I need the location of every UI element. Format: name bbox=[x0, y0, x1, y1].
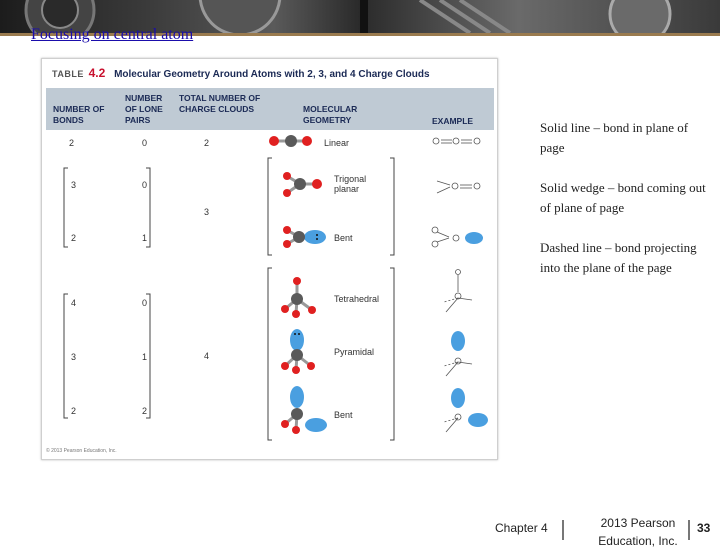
table-number: 4.2 bbox=[88, 66, 106, 80]
geometry-pyramidal: Pyramidal bbox=[334, 347, 375, 357]
row-4-bonds: 4 bbox=[71, 298, 77, 308]
note-solid-line: Solid line – bond in plane of page bbox=[540, 120, 689, 155]
column-header-charge-clouds: TOTAL NUMBER OF CHARGE CLOUDS bbox=[179, 93, 261, 114]
bent-molecule-model-2 bbox=[281, 386, 327, 434]
geometry-tetrahedral: Tetrahedral bbox=[334, 294, 380, 304]
clouds-3: 3 bbox=[204, 207, 210, 217]
example-linear bbox=[433, 138, 480, 144]
pyramidal-molecule-model bbox=[281, 329, 315, 374]
example-formulas bbox=[432, 138, 488, 432]
row-4-lone-pairs: 0 bbox=[142, 298, 148, 308]
footer-copyright: 2013 Pearson Education, Inc. bbox=[598, 516, 678, 548]
linear-molecule-model bbox=[269, 135, 312, 147]
column-header-geometry: MOLECULAR GEOMETRY bbox=[303, 104, 358, 125]
example-bent-3 bbox=[432, 227, 483, 247]
geometry-linear: Linear bbox=[324, 138, 350, 148]
example-bent-4 bbox=[444, 388, 488, 432]
row-3-bonds: 2 bbox=[71, 233, 77, 243]
row-3-lone-pairs: 1 bbox=[142, 233, 148, 243]
note-dashed-line: Dashed line – bond projecting into the plane of the page bbox=[540, 240, 697, 275]
page-number: 33 bbox=[697, 521, 711, 535]
example-trigonal bbox=[437, 181, 480, 193]
example-pyramidal bbox=[444, 331, 472, 376]
footer-chapter: Chapter 4 bbox=[495, 521, 548, 535]
slide-title[interactable]: Focusing on central atom bbox=[31, 26, 194, 43]
bent-molecule-model-1 bbox=[283, 226, 326, 248]
tetrahedral-molecule-model bbox=[281, 277, 316, 318]
row-2-lone-pairs: 0 bbox=[142, 180, 148, 190]
column-header-bonds: NUMBER OF BONDS bbox=[53, 104, 105, 125]
footer-divider-1 bbox=[562, 520, 564, 540]
row-5-lone-pairs: 1 bbox=[142, 352, 148, 362]
geometry-trigonal-planar: Trigonal planar bbox=[334, 174, 367, 194]
table-copyright: © 2013 Pearson Education, Inc. bbox=[46, 448, 117, 454]
table-label: TABLE bbox=[52, 69, 84, 79]
row-6-bonds: 2 bbox=[71, 406, 77, 416]
column-header-example: EXAMPLE bbox=[432, 116, 474, 126]
geometry-bent-1: Bent bbox=[334, 233, 353, 243]
clouds-4: 4 bbox=[204, 351, 210, 361]
example-tetrahedral bbox=[444, 270, 472, 313]
row-5-bonds: 3 bbox=[71, 352, 77, 362]
table-brackets bbox=[64, 158, 394, 440]
geometry-bent-2: Bent bbox=[334, 410, 353, 420]
trigonal-planar-molecule-model bbox=[283, 172, 322, 197]
note-solid-wedge: Solid wedge – bond coming out of plane of page bbox=[540, 180, 706, 215]
row-1-lone-pairs: 0 bbox=[142, 138, 148, 148]
row-2-bonds: 3 bbox=[71, 180, 77, 190]
clouds-2: 2 bbox=[204, 138, 210, 148]
row-1-bonds: 2 bbox=[69, 138, 75, 148]
row-6-lone-pairs: 2 bbox=[142, 406, 148, 416]
table-title: Molecular Geometry Around Atoms with 2, 3, and 4 Charge Clouds bbox=[114, 69, 430, 80]
footer-divider-2 bbox=[688, 520, 690, 540]
column-header-lone-pairs: NUMBER OF LONE PAIRS bbox=[125, 93, 163, 125]
